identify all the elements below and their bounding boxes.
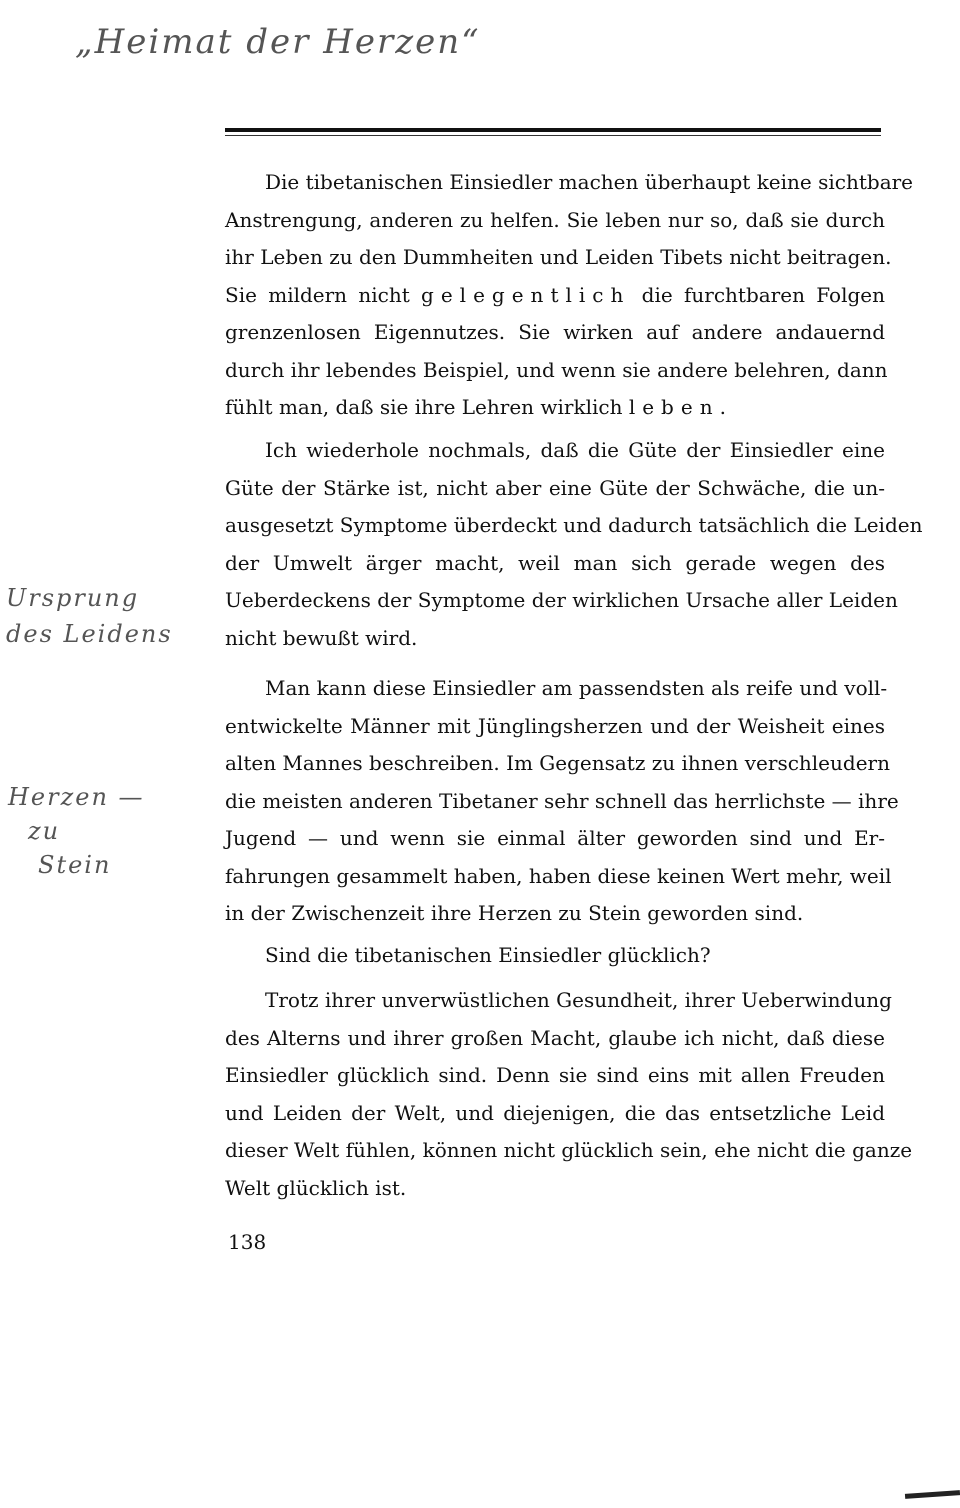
text-line: Welt glücklich ist.	[225, 1175, 407, 1200]
text-line: des Alterns und ihrer großen Macht, glaube ich nicht, daß diese	[225, 1025, 885, 1050]
text-segment: fühlt man, daß sie ihre Lehren wirklich	[225, 395, 629, 419]
text-line: Jugend — und wenn sie einmal älter geworden sind und Er-	[225, 826, 885, 850]
page-number: 138	[228, 1230, 267, 1254]
text-line: durch ihr lebendes Beispiel, und wenn sie andere belehren, dann	[225, 357, 888, 382]
text-line: ihr Leben zu den Dummheiten und Leiden Tibets nicht beitragen.	[225, 245, 892, 269]
handwritten-margin-note-1	[6, 580, 173, 652]
text-line: entwickelte Männer mit Jünglingsherzen und der Weisheit eines	[225, 713, 885, 738]
text-line: Trotz ihrer unverwüstlichen Gesundheit, ihrer Ueberwindung	[265, 988, 892, 1012]
text-segment: die furchtbaren Folgen	[630, 282, 885, 307]
header-rule-thin	[225, 135, 881, 136]
text-segment: .	[719, 395, 726, 419]
text-line: fahrungen gesammelt haben, haben diese keinen Wert mehr, weil	[225, 863, 892, 888]
text-line: und Leiden der Welt, und diejenigen, die das entsetzliche Leid	[225, 1100, 885, 1125]
note-line: Herzen —	[8, 783, 145, 811]
text-line: dieser Welt fühlen, können nicht glücklich sein, ehe nicht die ganze	[225, 1138, 913, 1162]
handwritten-margin-note-2	[8, 780, 145, 882]
text-line: Anstrengung, anderen zu helfen. Sie leben nur so, daß sie durch	[225, 207, 885, 232]
emphasized-word: gelegentlich	[421, 282, 631, 307]
paragraph	[225, 670, 899, 933]
emphasized-word: leben	[628, 395, 720, 419]
text-line: Man kann diese Einsiedler am passendsten als reife und voll-	[265, 676, 888, 700]
text-line: Ich wiederhole nochmals, daß die Güte der Einsiedler eine	[265, 438, 885, 462]
handwritten-title-note: „Heimat der Herzen“	[75, 22, 481, 62]
paragraph	[225, 432, 923, 657]
text-line: die meisten anderen Tibetaner sehr schnell das herrlichste — ihre	[225, 788, 899, 813]
note-line: des Leidens	[6, 620, 173, 648]
text-line	[225, 277, 885, 315]
text-line: Einsiedler glücklich sind. Denn sie sind eins mit allen Freuden	[225, 1063, 885, 1087]
note-line: zu	[28, 817, 61, 845]
note-line: Ursprung	[6, 584, 140, 612]
text-line	[225, 389, 885, 427]
text-line: Die tibetanischen Einsiedler machen überhaupt keine sichtbare	[265, 170, 914, 194]
text-line: nicht bewußt wird.	[225, 625, 418, 650]
text-line: Güte der Stärke ist, nicht aber eine Güte der Schwäche, die un-	[225, 475, 885, 500]
paragraph	[225, 982, 913, 1207]
text-line: Ueberdeckens der Symptome der wirklichen Ursache aller Leiden	[225, 588, 898, 612]
note-line: Stein	[38, 851, 112, 879]
text-line: Sind die tibetanischen Einsiedler glücklich?	[265, 943, 711, 967]
text-line: der Umwelt ärger macht, weil man sich gerade wegen des	[225, 550, 885, 575]
text-line: grenzenlosen Eigennutzes. Sie wirken auf andere andauernd	[225, 320, 885, 344]
text-segment: Sie mildern nicht	[225, 282, 422, 307]
paragraph	[225, 164, 914, 427]
scan-mark	[905, 1490, 960, 1499]
text-line: alten Mannes beschreiben. Im Gegensatz zu ihnen verschleudern	[225, 751, 890, 775]
header-rule	[225, 128, 881, 132]
text-line: in der Zwischenzeit ihre Herzen zu Stein geworden sind.	[225, 901, 804, 925]
paragraph	[225, 937, 885, 975]
text-line: ausgesetzt Symptome überdeckt und dadurch tatsächlich die Leiden	[225, 513, 923, 537]
